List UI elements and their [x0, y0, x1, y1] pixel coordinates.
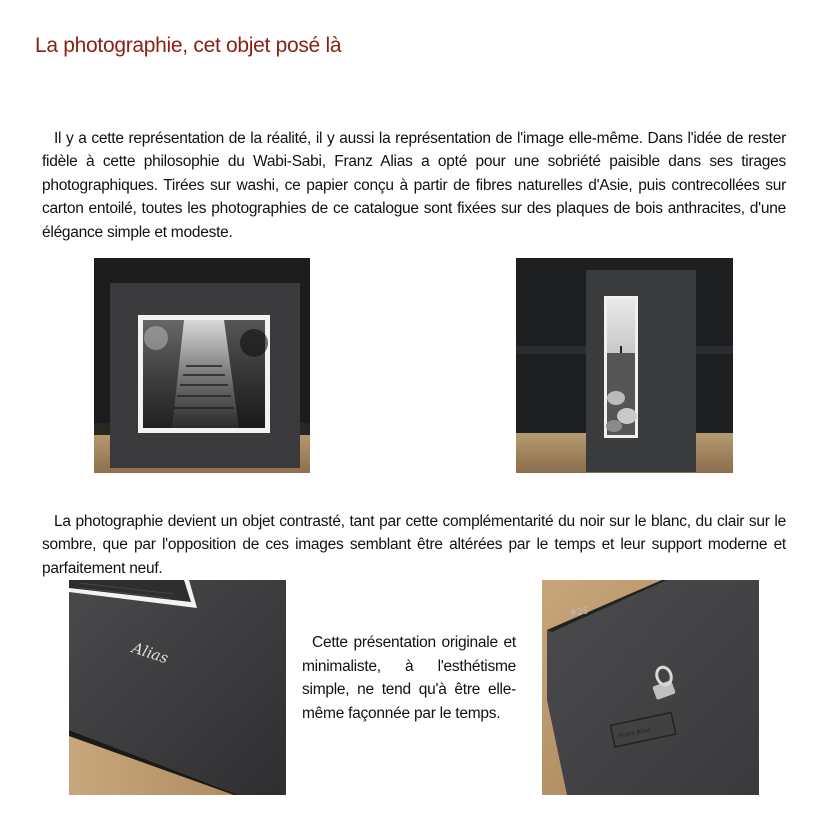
artist-label: Franz Alias	[618, 726, 652, 740]
contrast-paragraph: La photographie devient un objet contrasté, tant par cette complémentarité du noir sur le blanc, du clair sur le sombre, que par l'opposition de ces images semblant être altérées par le temps et leur support moderne et parfaitement neuf.	[42, 512, 786, 577]
catalog-number: #25	[569, 606, 590, 619]
framed-staircase-photo	[94, 258, 310, 473]
signature-text: Alias	[129, 638, 171, 668]
caption-paragraph: Cette présentation originale et minimaliste, à l'esthétisme simple, ne tend qu'à être elle-même façonnée par le temps.	[302, 634, 516, 722]
signature-closeup-photo	[69, 580, 286, 795]
page-title: La photographie, cet objet posé là	[35, 34, 342, 57]
framed-vertical-photo	[516, 258, 733, 473]
intro-paragraph: Il y a cette représentation de la réalité, il y aussi la représentation de l'image elle-même. Dans l'idée de rester fidèle à cette philosophie du Wabi-Sabi, Franz Alias a opté pour une sobriété paisible dans ses tirages photographiques. Tirées sur washi, ce papier conçu à partir de fibres naturelles d'Asie, puis contrecollées sur carton entoilé, toutes les photographies de ce catalogue sont fixées sur des plaques de bois anthracites, d'une élégance simple et modeste.	[42, 129, 786, 241]
hanger-back-photo	[542, 580, 759, 795]
